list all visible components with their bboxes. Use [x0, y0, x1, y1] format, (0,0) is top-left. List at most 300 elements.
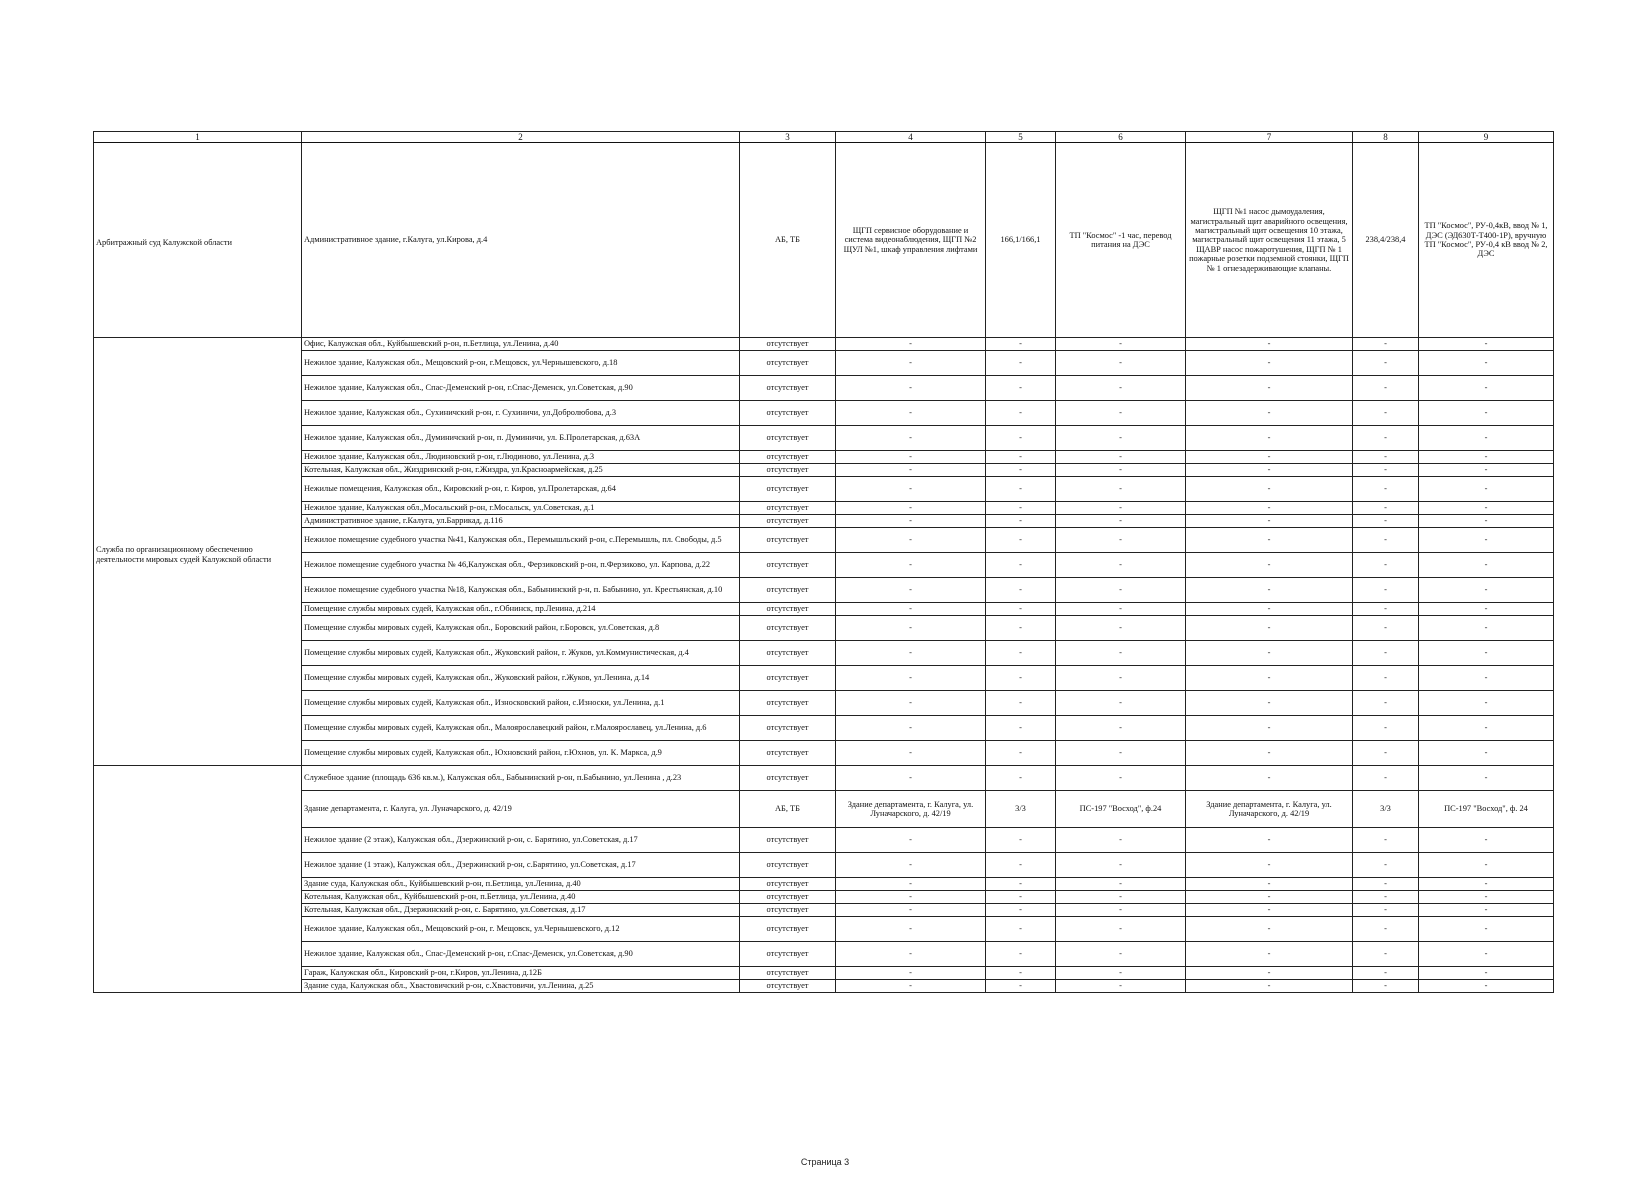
cell-col6-dash: -	[1056, 942, 1186, 967]
cell-c3: АБ, ТБ	[740, 143, 836, 338]
cell-col8-dash: -	[1353, 603, 1419, 616]
address-cell: Помещение службы мировых судей, Калужская обл., Жуковский район, г. Жуков, ул.Коммунистическая, д.4	[302, 641, 740, 666]
address-cell: Нежилое здание (2 этаж), Калужская обл., Дзержинский р-он, с. Барятино, ул.Советская, д.17	[302, 828, 740, 853]
cell-col4-dash: -	[836, 691, 986, 716]
status-cell: отсутствует	[740, 716, 836, 741]
cell-col7-dash: -	[1186, 477, 1353, 502]
cell-col8-dash: -	[1353, 917, 1419, 942]
cell-col5-dash: -	[986, 716, 1056, 741]
table-row	[94, 791, 1554, 828]
cell-col8-dash: -	[1353, 904, 1419, 917]
cell-c8: 3/3	[1353, 791, 1419, 828]
cell-c8: 238,4/238,4	[1353, 143, 1419, 338]
cell-col5-dash: -	[986, 616, 1056, 641]
cell-col5-dash: -	[986, 980, 1056, 993]
address-cell: Здание департамента, г. Калуга, ул. Луначарского, д. 42/19	[302, 791, 740, 828]
cell-col6-dash: -	[1056, 691, 1186, 716]
table-row	[94, 980, 1554, 993]
status-cell: отсутствует	[740, 917, 836, 942]
cell-col5-dash: -	[986, 553, 1056, 578]
column-number-3: 3	[740, 132, 836, 143]
cell-col5-dash: -	[986, 578, 1056, 603]
cell-col7-dash: -	[1186, 603, 1353, 616]
cell-col5-dash: -	[986, 528, 1056, 553]
address-cell: Нежилое здание, Калужская обл., Мещовский р-он, г.Мещовск, ул.Чернышевского, д.18	[302, 351, 740, 376]
address-cell: Административное здание, г.Калуга, ул.Баррикад, д.116	[302, 515, 740, 528]
status-cell: отсутствует	[740, 904, 836, 917]
cell-col8-dash: -	[1353, 716, 1419, 741]
cell-col4-dash: -	[836, 853, 986, 878]
address-cell: Котельная, Калужская обл., Жиздринский р-он, г.Жиздра, ул.Красноармейская, д.25	[302, 464, 740, 477]
cell-c5: 3/3	[986, 791, 1056, 828]
cell-col6-dash: -	[1056, 553, 1186, 578]
cell-col9-dash: -	[1419, 426, 1554, 451]
status-cell: отсутствует	[740, 766, 836, 791]
cell-col7-dash: -	[1186, 616, 1353, 641]
cell-col5-dash: -	[986, 451, 1056, 464]
cell-col5-dash: -	[986, 878, 1056, 891]
cell-col8-dash: -	[1353, 853, 1419, 878]
table-row	[94, 578, 1554, 603]
table-row	[94, 515, 1554, 528]
cell-c9: ПС-197 "Восход", ф. 24	[1419, 791, 1554, 828]
cell-col7-dash: -	[1186, 828, 1353, 853]
address-cell: Офис, Калужская обл., Куйбышевский р-он, п.Бетлица, ул.Ленина, д.40	[302, 338, 740, 351]
status-cell: отсутствует	[740, 980, 836, 993]
table-row	[94, 376, 1554, 401]
cell-col5-dash: -	[986, 942, 1056, 967]
cell-col7-dash: -	[1186, 515, 1353, 528]
cell-col9-dash: -	[1419, 967, 1554, 980]
cell-col9-dash: -	[1419, 578, 1554, 603]
cell-col9-dash: -	[1419, 942, 1554, 967]
status-cell: отсутствует	[740, 891, 836, 904]
cell-col5-dash: -	[986, 666, 1056, 691]
column-number-row	[94, 132, 1554, 143]
cell-col7-dash: -	[1186, 553, 1353, 578]
column-number-8: 8	[1353, 132, 1419, 143]
cell-col4-dash: -	[836, 376, 986, 401]
cell-col8-dash: -	[1353, 477, 1419, 502]
cell-col8-dash: -	[1353, 766, 1419, 791]
cell-c9: ТП "Космос", РУ-0,4кВ, ввод № 1, ДЭС (ЭД630Т-Т400-1Р), вручную ТП "Космос", РУ-0,4 кВ ввод № 2, ДЭС	[1419, 143, 1554, 338]
cell-col6-dash: -	[1056, 515, 1186, 528]
cell-col8-dash: -	[1353, 401, 1419, 426]
address-cell: Служебное здание (площадь 636 кв.м.), Калужская обл., Бабынинский р-он, п.Бабынино, ул.Ленина , д.23	[302, 766, 740, 791]
cell-col4-dash: -	[836, 464, 986, 477]
cell-col5-dash: -	[986, 502, 1056, 515]
cell-c7: Здание департамента, г. Калуга, ул. Луначарского, д. 42/19	[1186, 791, 1353, 828]
table-row	[94, 143, 1554, 338]
cell-col5-dash: -	[986, 917, 1056, 942]
column-number-9: 9	[1419, 132, 1554, 143]
cell-col8-dash: -	[1353, 376, 1419, 401]
cell-col8-dash: -	[1353, 878, 1419, 891]
cell-col5-dash: -	[986, 691, 1056, 716]
cell-col5-dash: -	[986, 401, 1056, 426]
cell-col9-dash: -	[1419, 338, 1554, 351]
address-cell: Помещение службы мировых судей, Калужская обл., Износковский район, с.Износки, ул.Ленина, д.1	[302, 691, 740, 716]
cell-col6-dash: -	[1056, 716, 1186, 741]
cell-col8-dash: -	[1353, 578, 1419, 603]
cell-col7-dash: -	[1186, 891, 1353, 904]
address-cell: Нежилое здание, Калужская обл.,Мосальский р-он, г.Мосальск, ул.Советская, д.1	[302, 502, 740, 515]
cell-col8-dash: -	[1353, 502, 1419, 515]
cell-col9-dash: -	[1419, 603, 1554, 616]
cell-col9-dash: -	[1419, 828, 1554, 853]
document-table	[93, 131, 1554, 993]
cell-col7-dash: -	[1186, 904, 1353, 917]
table-row	[94, 716, 1554, 741]
cell-col5-dash: -	[986, 641, 1056, 666]
address-cell: Нежилое помещение судебного участка № 46,Калужская обл., Ферзиковский р-он, п.Ферзиково, ул. Карпова, д.22	[302, 553, 740, 578]
status-cell: отсутствует	[740, 528, 836, 553]
address-cell: Нежилое здание, Калужская обл., Людиновский р-он, г.Людиново, ул.Ленина, д.3	[302, 451, 740, 464]
cell-col9-dash: -	[1419, 980, 1554, 993]
cell-col6-dash: -	[1056, 464, 1186, 477]
cell-col6-dash: -	[1056, 666, 1186, 691]
cell-col9-dash: -	[1419, 553, 1554, 578]
cell-col7-dash: -	[1186, 464, 1353, 477]
cell-col8-dash: -	[1353, 528, 1419, 553]
cell-c5: 166,1/166,1	[986, 143, 1056, 338]
cell-col8-dash: -	[1353, 741, 1419, 766]
cell-col9-dash: -	[1419, 917, 1554, 942]
cell-col7-dash: -	[1186, 338, 1353, 351]
address-cell: Нежилое помещение судебного участка №18, Калужская обл., Бабынинский р-н, п. Бабынино, ул. Крестьянская, д.10	[302, 578, 740, 603]
cell-col7-dash: -	[1186, 766, 1353, 791]
cell-col6-dash: -	[1056, 426, 1186, 451]
table-row	[94, 853, 1554, 878]
cell-col9-dash: -	[1419, 904, 1554, 917]
cell-col8-dash: -	[1353, 616, 1419, 641]
status-cell: отсутствует	[740, 515, 836, 528]
table-row	[94, 451, 1554, 464]
cell-col9-dash: -	[1419, 616, 1554, 641]
cell-col4-dash: -	[836, 766, 986, 791]
cell-col5-dash: -	[986, 891, 1056, 904]
page-number: Страница 3	[800, 1157, 850, 1167]
cell-col8-dash: -	[1353, 828, 1419, 853]
status-cell: отсутствует	[740, 376, 836, 401]
cell-col9-dash: -	[1419, 502, 1554, 515]
table-row	[94, 891, 1554, 904]
cell-col9-dash: -	[1419, 401, 1554, 426]
cell-col6-dash: -	[1056, 502, 1186, 515]
status-cell: отсутствует	[740, 967, 836, 980]
table-row	[94, 603, 1554, 616]
cell-col9-dash: -	[1419, 376, 1554, 401]
cell-col6-dash: -	[1056, 376, 1186, 401]
cell-col6-dash: -	[1056, 641, 1186, 666]
table-row	[94, 477, 1554, 502]
table-row	[94, 616, 1554, 641]
cell-col9-dash: -	[1419, 477, 1554, 502]
cell-col5-dash: -	[986, 603, 1056, 616]
cell-col4-dash: -	[836, 515, 986, 528]
column-number-1: 1	[94, 132, 302, 143]
cell-col7-dash: -	[1186, 641, 1353, 666]
address-cell: Нежилое помещение судебного участка №41, Калужская обл., Перемышльский р-он, с.Перемышль, пл. Свободы, д.5	[302, 528, 740, 553]
cell-col8-dash: -	[1353, 891, 1419, 904]
cell-col4-dash: -	[836, 967, 986, 980]
status-cell: отсутствует	[740, 464, 836, 477]
cell-col4-dash: -	[836, 828, 986, 853]
status-cell: отсутствует	[740, 603, 836, 616]
cell-col6-dash: -	[1056, 616, 1186, 641]
status-cell: отсутствует	[740, 828, 836, 853]
table-row	[94, 666, 1554, 691]
address-cell: Помещение службы мировых судей, Калужская обл., Жуковский район, г.Жуков, ул.Ленина, д.14	[302, 666, 740, 691]
column-number-7: 7	[1186, 132, 1353, 143]
status-cell: отсутствует	[740, 477, 836, 502]
cell-col7-dash: -	[1186, 528, 1353, 553]
cell-col8-dash: -	[1353, 464, 1419, 477]
status-cell: отсутствует	[740, 426, 836, 451]
cell-col6-dash: -	[1056, 878, 1186, 891]
address-cell: Нежилое здание, Калужская обл., Сухиничский р-он, г. Сухиничи, ул.Добролюбова, д.3	[302, 401, 740, 426]
column-number-5: 5	[986, 132, 1056, 143]
cell-col4-dash: -	[836, 904, 986, 917]
table-row	[94, 878, 1554, 891]
table-row	[94, 338, 1554, 351]
cell-col8-dash: -	[1353, 641, 1419, 666]
cell-col6-dash: -	[1056, 980, 1186, 993]
cell-col5-dash: -	[986, 426, 1056, 451]
address-cell: Нежилое здание, Калужская обл., Мещовский р-он, г. Мещовск, ул.Чернышевского, д.12	[302, 917, 740, 942]
status-cell: отсутствует	[740, 942, 836, 967]
cell-col4-dash: -	[836, 351, 986, 376]
status-cell: отсутствует	[740, 691, 836, 716]
cell-col4-dash: -	[836, 528, 986, 553]
table-row	[94, 967, 1554, 980]
address-cell: Помещение службы мировых судей, Калужская обл., Боровский район, г.Боровск, ул.Советская, д.8	[302, 616, 740, 641]
cell-col7-dash: -	[1186, 917, 1353, 942]
cell-col7-dash: -	[1186, 853, 1353, 878]
cell-col6-dash: -	[1056, 451, 1186, 464]
cell-col5-dash: -	[986, 741, 1056, 766]
cell-col5-dash: -	[986, 351, 1056, 376]
cell-col9-dash: -	[1419, 528, 1554, 553]
cell-col8-dash: -	[1353, 691, 1419, 716]
cell-col9-dash: -	[1419, 666, 1554, 691]
table-row	[94, 828, 1554, 853]
cell-col7-dash: -	[1186, 451, 1353, 464]
cell-col5-dash: -	[986, 766, 1056, 791]
status-cell: отсутствует	[740, 853, 836, 878]
cell-col4-dash: -	[836, 741, 986, 766]
address-cell: Административное здание, г.Калуга, ул.Кирова, д.4	[302, 143, 740, 338]
cell-col9-dash: -	[1419, 641, 1554, 666]
status-cell: отсутствует	[740, 401, 836, 426]
status-cell: отсутствует	[740, 741, 836, 766]
cell-col4-dash: -	[836, 401, 986, 426]
column-number-6: 6	[1056, 132, 1186, 143]
cell-col7-dash: -	[1186, 878, 1353, 891]
status-cell: отсутствует	[740, 338, 836, 351]
status-cell: отсутствует	[740, 502, 836, 515]
cell-col6-dash: -	[1056, 766, 1186, 791]
cell-col7-dash: -	[1186, 578, 1353, 603]
column-number-4: 4	[836, 132, 986, 143]
cell-col5-dash: -	[986, 477, 1056, 502]
cell-col8-dash: -	[1353, 666, 1419, 691]
table-row	[94, 942, 1554, 967]
cell-col7-dash: -	[1186, 376, 1353, 401]
status-cell: отсутствует	[740, 878, 836, 891]
cell-col5-dash: -	[986, 904, 1056, 917]
table-row	[94, 351, 1554, 376]
cell-col7-dash: -	[1186, 401, 1353, 426]
address-cell: Нежилое здание, Калужская обл., Спас-Деменский р-он, г.Спас-Деменск, ул.Советская, д.90	[302, 942, 740, 967]
cell-col5-dash: -	[986, 515, 1056, 528]
cell-col8-dash: -	[1353, 426, 1419, 451]
cell-col7-dash: -	[1186, 666, 1353, 691]
cell-col7-dash: -	[1186, 741, 1353, 766]
cell-col6-dash: -	[1056, 904, 1186, 917]
address-cell: Здание суда, Калужская обл., Хвастовичский р-он, с.Хвастовичи, ул.Ленина, д.25	[302, 980, 740, 993]
cell-col4-dash: -	[836, 603, 986, 616]
cell-c6: ТП "Космос" -1 час, перевод питания на ДЭС	[1056, 143, 1186, 338]
cell-col4-dash: -	[836, 426, 986, 451]
cell-col5-dash: -	[986, 338, 1056, 351]
cell-col7-dash: -	[1186, 691, 1353, 716]
status-cell: отсутствует	[740, 553, 836, 578]
cell-col6-dash: -	[1056, 741, 1186, 766]
cell-col9-dash: -	[1419, 691, 1554, 716]
table-row	[94, 426, 1554, 451]
cell-col6-dash: -	[1056, 528, 1186, 553]
table-row	[94, 401, 1554, 426]
organization-cell: Служба по организационному обеспечению деятельности мировых судей Калужской области	[94, 338, 302, 766]
cell-col4-dash: -	[836, 891, 986, 904]
cell-col9-dash: -	[1419, 351, 1554, 376]
table-row	[94, 741, 1554, 766]
cell-col6-dash: -	[1056, 967, 1186, 980]
cell-col7-dash: -	[1186, 716, 1353, 741]
cell-col6-dash: -	[1056, 578, 1186, 603]
address-cell: Нежилое здание (1 этаж), Калужская обл., Дзержинский р-он, с.Барятино, ул.Советская, д.17	[302, 853, 740, 878]
cell-col6-dash: -	[1056, 917, 1186, 942]
cell-col9-dash: -	[1419, 891, 1554, 904]
address-cell: Нежилое здание, Калужская обл., Думиничский р-он, п. Думиничи, ул. Б.Пролетарская, д.63А	[302, 426, 740, 451]
cell-col8-dash: -	[1353, 980, 1419, 993]
cell-col5-dash: -	[986, 828, 1056, 853]
cell-col4-dash: -	[836, 641, 986, 666]
table-row	[94, 464, 1554, 477]
cell-col8-dash: -	[1353, 967, 1419, 980]
cell-col4-dash: -	[836, 451, 986, 464]
address-cell: Нежилое здание, Калужская обл., Спас-Деменский р-он, г.Спас-Деменск, ул.Советская, д.90	[302, 376, 740, 401]
cell-c7: ЩГП №1 насос дымоудаления, магистральный щит аварийного освещения, магистральный щит освещения 10 этажа, магистральный щит освещения 11 этажа, 5 ЩАВР насос пожаротушения, ЩГП № 1 пожарные розетки подземной стоянки, ЩГП № 1 огнезадерживающие клапаны.	[1186, 143, 1353, 338]
cell-col4-dash: -	[836, 616, 986, 641]
cell-col9-dash: -	[1419, 451, 1554, 464]
cell-col6-dash: -	[1056, 891, 1186, 904]
cell-col7-dash: -	[1186, 351, 1353, 376]
address-cell: Нежилые помещения, Калужская обл., Кировский р-он, г. Киров, ул.Пролетарская, д.64	[302, 477, 740, 502]
cell-col4-dash: -	[836, 716, 986, 741]
cell-col6-dash: -	[1056, 401, 1186, 426]
status-cell: отсутствует	[740, 578, 836, 603]
cell-col4-dash: -	[836, 942, 986, 967]
cell-col4-dash: -	[836, 578, 986, 603]
cell-c4: Здание департамента, г. Калуга, ул. Луначарского, д. 42/19	[836, 791, 986, 828]
cell-col5-dash: -	[986, 853, 1056, 878]
cell-col7-dash: -	[1186, 502, 1353, 515]
status-cell: отсутствует	[740, 451, 836, 464]
cell-col9-dash: -	[1419, 515, 1554, 528]
cell-col5-dash: -	[986, 967, 1056, 980]
cell-col4-dash: -	[836, 553, 986, 578]
cell-col6-dash: -	[1056, 338, 1186, 351]
table-row	[94, 904, 1554, 917]
status-cell: отсутствует	[740, 641, 836, 666]
cell-col6-dash: -	[1056, 828, 1186, 853]
cell-col9-dash: -	[1419, 464, 1554, 477]
status-cell: отсутствует	[740, 666, 836, 691]
table-row	[94, 641, 1554, 666]
cell-col4-dash: -	[836, 477, 986, 502]
cell-col5-dash: -	[986, 376, 1056, 401]
cell-col8-dash: -	[1353, 451, 1419, 464]
address-cell: Котельная, Калужская обл., Куйбышевский р-он, п.Бетлица, ул.Ленина, д.40	[302, 891, 740, 904]
address-cell: Гараж, Калужская обл., Кировский р-он, г.Киров, ул.Ленина, д.12Б	[302, 967, 740, 980]
organization-cell-empty	[94, 766, 302, 993]
cell-col9-dash: -	[1419, 741, 1554, 766]
cell-col8-dash: -	[1353, 515, 1419, 528]
cell-col7-dash: -	[1186, 980, 1353, 993]
cell-col9-dash: -	[1419, 853, 1554, 878]
cell-col4-dash: -	[836, 980, 986, 993]
cell-col6-dash: -	[1056, 603, 1186, 616]
cell-c4: ЩГП сервисное оборудование и система видеонаблюдения, ЩГП №2 ЩУЛ №1, шкаф управления лифтами	[836, 143, 986, 338]
table-row	[94, 766, 1554, 791]
status-cell: отсутствует	[740, 616, 836, 641]
cell-col9-dash: -	[1419, 878, 1554, 891]
cell-col8-dash: -	[1353, 351, 1419, 376]
cell-col6-dash: -	[1056, 853, 1186, 878]
cell-col7-dash: -	[1186, 967, 1353, 980]
organization-cell: Арбитражный суд Калужской области	[94, 143, 302, 338]
table-row	[94, 528, 1554, 553]
cell-col8-dash: -	[1353, 942, 1419, 967]
table-row	[94, 917, 1554, 942]
table-row	[94, 553, 1554, 578]
cell-col6-dash: -	[1056, 351, 1186, 376]
address-cell: Помещение службы мировых судей, Калужская обл., Юхновский район, г.Юхнов, ул. К. Маркса, д.9	[302, 741, 740, 766]
cell-col4-dash: -	[836, 338, 986, 351]
cell-col8-dash: -	[1353, 553, 1419, 578]
address-cell: Здание суда, Калужская обл., Куйбышевский р-он, п.Бетлица, ул.Ленина, д.40	[302, 878, 740, 891]
cell-c3: АБ, ТБ	[740, 791, 836, 828]
address-cell: Помещение службы мировых судей, Калужская обл., Малоярославецкий район, г.Малоярославец, ул.Ленина, д.6	[302, 716, 740, 741]
status-cell: отсутствует	[740, 351, 836, 376]
cell-col4-dash: -	[836, 502, 986, 515]
cell-col7-dash: -	[1186, 942, 1353, 967]
cell-col7-dash: -	[1186, 426, 1353, 451]
address-cell: Помещение службы мировых судей, Калужская обл., г.Обнинск, пр.Ленина, д.214	[302, 603, 740, 616]
address-cell: Котельная, Калужская обл., Дзержинский р-он, с. Барятино, ул.Советская, д.17	[302, 904, 740, 917]
cell-col4-dash: -	[836, 878, 986, 891]
cell-col6-dash: -	[1056, 477, 1186, 502]
table-row	[94, 502, 1554, 515]
cell-col5-dash: -	[986, 464, 1056, 477]
cell-c6: ПС-197 "Восход", ф.24	[1056, 791, 1186, 828]
cell-col8-dash: -	[1353, 338, 1419, 351]
column-number-2: 2	[302, 132, 740, 143]
cell-col4-dash: -	[836, 666, 986, 691]
table-row	[94, 691, 1554, 716]
